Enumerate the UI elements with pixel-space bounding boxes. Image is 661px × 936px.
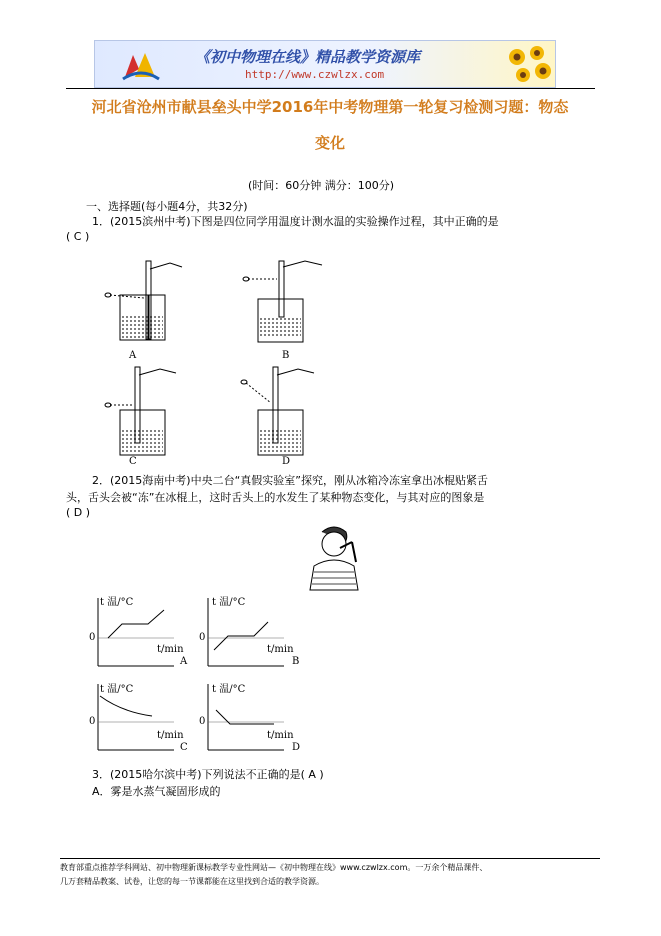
doc-title-line2: 变化 — [314, 134, 345, 152]
graph-a-label: A — [180, 656, 188, 667]
footer-rule — [60, 858, 600, 859]
q1-label-c: C — [129, 456, 137, 467]
header-banner — [94, 40, 556, 88]
footer-line1: 教育部重点推荐学科网站、初中物理新课标教学专业性网站—《初中物理在线》www.czwlzx.com。一万余个精品课件、 — [60, 863, 488, 872]
graph-b-label: B — [292, 656, 300, 667]
graph-a-y-axis: t 温/°C — [100, 597, 134, 608]
beaker-c — [105, 367, 176, 455]
q1-label-b: B — [282, 350, 290, 361]
graph-a-origin: 0 — [89, 632, 96, 643]
graph-d-y-axis: t 温/°C — [212, 684, 246, 695]
graph-b-x-axis: t/min — [267, 644, 294, 655]
footer-line2: 几万套精品教案、试卷，让您的每一节课都能在这里找到合适的教学资源。 — [60, 877, 324, 886]
exam-meta: (时间：60分钟 满分：100分) — [248, 179, 395, 192]
section-heading: 一、选择题(每小题4分，共32分) — [86, 200, 248, 213]
q1-answer: ( C ) — [66, 230, 90, 243]
q3-stem: 3．(2015哈尔滨中考)下列说法不正确的是( A ) — [92, 768, 324, 781]
graph-a-x-axis: t/min — [157, 644, 184, 655]
doc-title-line1: 河北省沧州市献县垒头中学2016年中考物理第一轮复习检测习题：物态 — [91, 98, 569, 116]
graph-d-label: D — [292, 742, 301, 753]
graph-c-y-axis: t 温/°C — [100, 684, 134, 695]
graph-c-origin: 0 — [89, 716, 96, 727]
sunflower-icon — [505, 43, 553, 85]
graph-c-x-axis: t/min — [157, 730, 184, 741]
beaker-d — [241, 367, 314, 455]
banner-title: 《初中物理在线》精品教学资源库 — [195, 48, 421, 66]
banner-url[interactable]: http://www.czwlzx.com — [245, 68, 385, 81]
graph-a — [98, 598, 174, 666]
logo-icon — [121, 47, 161, 81]
header-rule — [66, 88, 595, 89]
q2-graphs — [92, 592, 292, 760]
q2-stem-line1: 2．(2015海南中考)中央二台“真假实验室”探究，刚从冰箱冷冻室拿出冰棍贴紧舌 — [92, 474, 488, 487]
q1-thermometer-figure — [100, 255, 330, 475]
q2-stem-line2: 头，舌头会被“冻”在冰棍上，这时舌头上的水发生了某种物态变化，与其对应的图象是 — [66, 491, 485, 504]
q1-stem: 1．(2015滨州中考)下图是四位同学用温度计测水温的实验操作过程，其中正确的是 — [92, 215, 499, 228]
graph-b-origin: 0 — [199, 632, 206, 643]
graph-d-x-axis: t/min — [267, 730, 294, 741]
graph-d-origin: 0 — [199, 716, 206, 727]
boy-licking-ice-pop-image — [300, 522, 370, 592]
graph-b — [208, 598, 284, 666]
graph-c-label: C — [180, 742, 188, 753]
q1-label-d: D — [282, 456, 291, 467]
beaker-a — [105, 261, 182, 340]
graph-b-y-axis: t 温/°C — [212, 597, 246, 608]
q2-answer: ( D ) — [66, 506, 91, 519]
q1-label-a: A — [129, 350, 137, 361]
q3-option-a: A．雾是水蒸气凝固形成的 — [92, 785, 221, 798]
beaker-b — [243, 261, 322, 342]
